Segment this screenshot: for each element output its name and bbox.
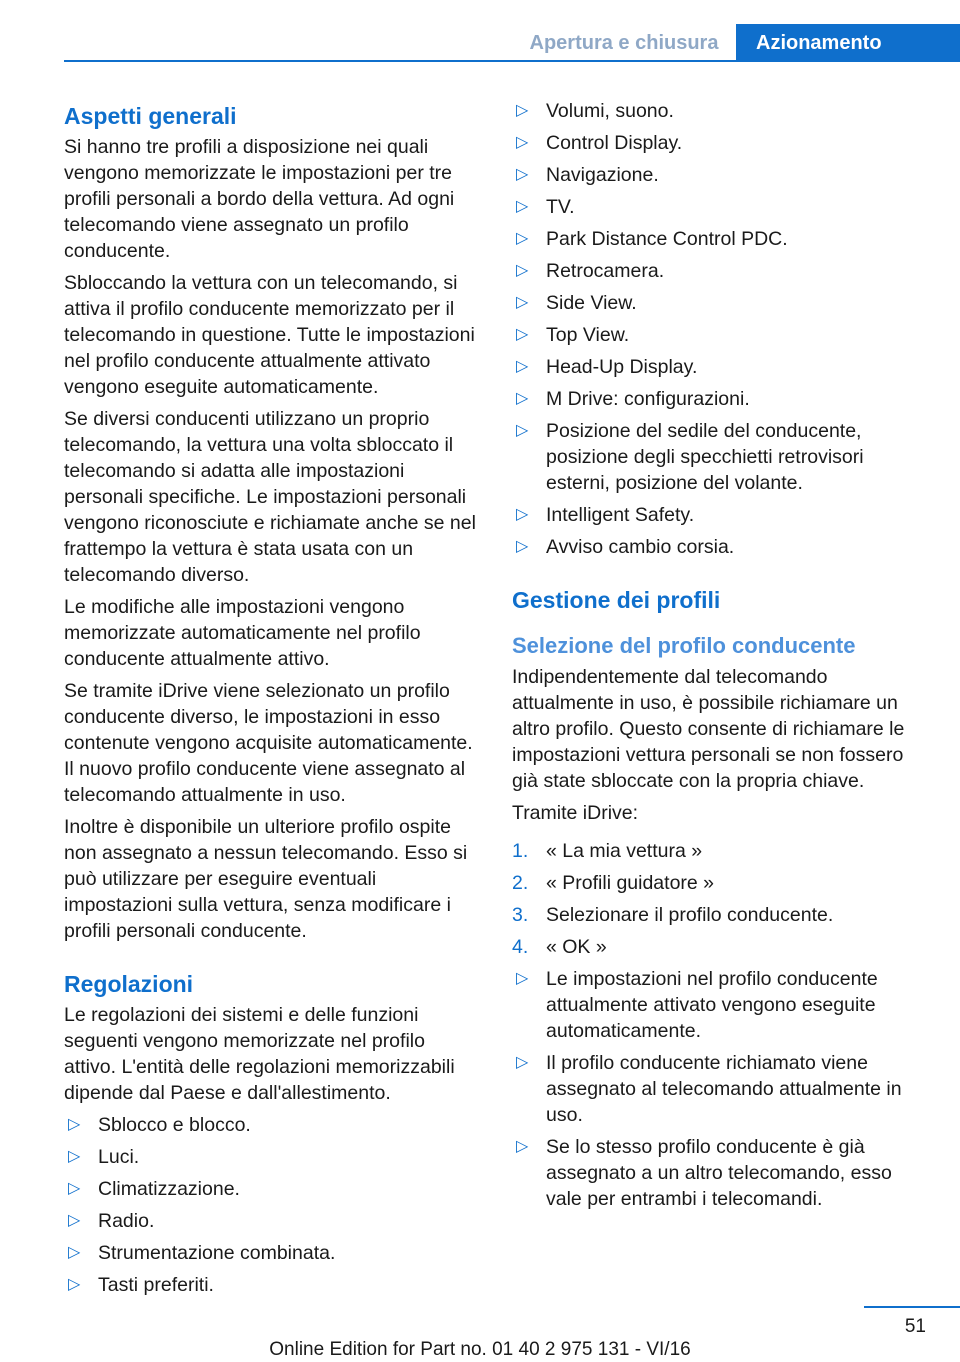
triangle-bullet-icon: ▷	[516, 102, 529, 119]
step-item: 4. « OK »	[512, 936, 607, 958]
step-number: 3.	[512, 904, 529, 926]
regolazioni-list	[64, 1112, 482, 1298]
step-item: 1. « La mia vettura »	[512, 840, 703, 862]
list-item: ▷ Intelligent Safety.	[516, 504, 695, 526]
triangle-bullet-icon: ▷	[516, 390, 529, 407]
paragraph: Si hanno tre profili a disposizione nei quali vengono memorizzate le impostazioni per tre profili personali a bordo della vettura. Ad ogni telecomando viene assegnato un profilo conducente.	[64, 136, 455, 262]
chapter-tab: Azionamento	[736, 24, 960, 60]
left-column	[64, 98, 482, 1304]
paragraph: Indipendentemente dal telecomando attualmente in uso, è possibile richiamare un altro profilo. Questo consente di richiamare le impostazioni vettura personali se non fossero già state sbloccate con la propria chiave.	[512, 666, 905, 792]
triangle-bullet-icon: ▷	[68, 1212, 81, 1229]
list-item: ▷ Volumi, suono.	[516, 100, 674, 122]
paragraph: Le regolazioni dei sistemi e delle funzioni seguenti vengono memorizzate nel profilo attivo. L'entità delle regolazioni memorizzabili dipende dal Paese e dall'allestimento.	[64, 1004, 455, 1104]
section-tab: Apertura e chiusura	[529, 32, 719, 54]
list-item: ▷ Radio.	[68, 1210, 155, 1232]
triangle-bullet-icon: ▷	[68, 1116, 81, 1133]
list-item: ▷ Top View.	[516, 324, 630, 346]
regolazioni-list-continued	[512, 98, 930, 560]
step-number: 2.	[512, 872, 529, 894]
paragraph: Sbloccando la vettura con un telecomando, si attiva il profilo conducente memorizzato per il telecomando in questione. Tutte le impostazioni nel profilo conducente attualmente attivato vengono eseguite automaticamente.	[64, 272, 475, 398]
triangle-bullet-icon: ▷	[516, 970, 529, 987]
step-item: 3. Selezionare il profilo conducente.	[512, 904, 834, 926]
list-item: ▷ Se lo stesso profilo conducente è già assegnato a un altro telecomando, esso vale per entrambi i telecomandi.	[516, 1136, 892, 1210]
triangle-bullet-icon: ▷	[516, 506, 529, 523]
heading-gestione-profili: Gestione dei profili	[512, 587, 721, 613]
triangle-bullet-icon: ▷	[516, 1138, 529, 1155]
list-item: ▷ Park Distance Control PDC.	[516, 228, 788, 250]
triangle-bullet-icon: ▷	[516, 262, 529, 279]
list-item: ▷ Il profilo conducente richiamato viene assegnato al telecomando attualmente in uso.	[516, 1052, 902, 1126]
paragraph: Inoltre è disponibile un ulteriore profilo ospite non assegnato a nessun telecomando. Esso si può utilizzare per eseguire eventuali impostazioni sulla vettura, senza modificare i profili personali conducente.	[64, 816, 468, 942]
list-item: ▷ Avviso cambio corsia.	[516, 536, 735, 558]
list-item: ▷ Side View.	[516, 292, 637, 314]
list-item: ▷ Head-Up Display.	[516, 356, 698, 378]
notes-list	[512, 966, 930, 1212]
triangle-bullet-icon: ▷	[516, 198, 529, 215]
paragraph: Se tramite iDrive viene selezionato un profilo conducente diverso, le impostazioni in esso contenute vengono acquisite automaticamente. Il nuovo profilo conducente viene assegnato al telecomando attualmente in uso.	[64, 680, 473, 806]
triangle-bullet-icon: ▷	[516, 166, 529, 183]
footer-rule	[864, 1306, 960, 1308]
step-item: 2. « Profili guidatore »	[512, 872, 715, 894]
list-item: ▷ Navigazione.	[516, 164, 659, 186]
triangle-bullet-icon: ▷	[516, 134, 529, 151]
triangle-bullet-icon: ▷	[516, 230, 529, 247]
triangle-bullet-icon: ▷	[516, 358, 529, 375]
paragraph: Se diversi conducenti utilizzano un proprio telecomando, la vettura una volta sbloccato il telecomando si adatta alle impostazioni personali specifiche. Le impostazioni personali vengono riconosciute e richiamate anche se nel frattempo la vettura è stata usata con un telecomando diverso.	[64, 408, 476, 586]
triangle-bullet-icon: ▷	[516, 294, 529, 311]
triangle-bullet-icon: ▷	[68, 1148, 81, 1165]
list-item: ▷ Sblocco e blocco.	[68, 1114, 251, 1136]
triangle-bullet-icon: ▷	[516, 1054, 529, 1071]
paragraph: Tramite iDrive:	[512, 802, 639, 824]
subheading-selezione-profilo: Selezione del profilo conducente	[512, 633, 856, 658]
triangle-bullet-icon: ▷	[68, 1180, 81, 1197]
list-item: ▷ Control Display.	[516, 132, 683, 154]
steps-list	[512, 838, 930, 960]
paragraph: Le modifiche alle impostazioni vengono memorizzate automaticamente nel profilo conducente attualmente attivo.	[64, 596, 421, 670]
list-item: ▷ Strumentazione combinata.	[68, 1242, 336, 1264]
list-item: ▷ Le impostazioni nel profilo conducente attualmente attivato vengono eseguite automaticamente.	[516, 968, 878, 1042]
list-item: ▷ TV.	[516, 196, 575, 218]
triangle-bullet-icon: ▷	[68, 1244, 81, 1261]
list-item: ▷ Retrocamera.	[516, 260, 665, 282]
header-rule	[64, 60, 960, 62]
list-item: ▷ M Drive: configurazioni.	[516, 388, 750, 410]
step-number: 1.	[512, 840, 529, 862]
page-number: 51	[904, 1316, 926, 1337]
list-item: ▷ Tasti preferiti.	[68, 1274, 214, 1296]
right-column	[512, 98, 930, 1218]
triangle-bullet-icon: ▷	[516, 538, 529, 555]
list-item: ▷ Posizione del sedile del conducente, posizione degli specchietti retrovisori esterni, posizione del volante.	[516, 420, 864, 494]
list-item: ▷ Luci.	[68, 1146, 140, 1168]
list-item: ▷ Climatizzazione.	[68, 1178, 240, 1200]
triangle-bullet-icon: ▷	[516, 326, 529, 343]
edition-line: Online Edition for Part no. 01 40 2 975 131 - VI/16	[269, 1339, 691, 1360]
triangle-bullet-icon: ▷	[516, 422, 529, 439]
heading-regolazioni: Regolazioni	[64, 971, 194, 997]
step-number: 4.	[512, 936, 529, 958]
heading-aspetti-generali: Aspetti generali	[64, 103, 237, 129]
triangle-bullet-icon: ▷	[68, 1276, 81, 1293]
